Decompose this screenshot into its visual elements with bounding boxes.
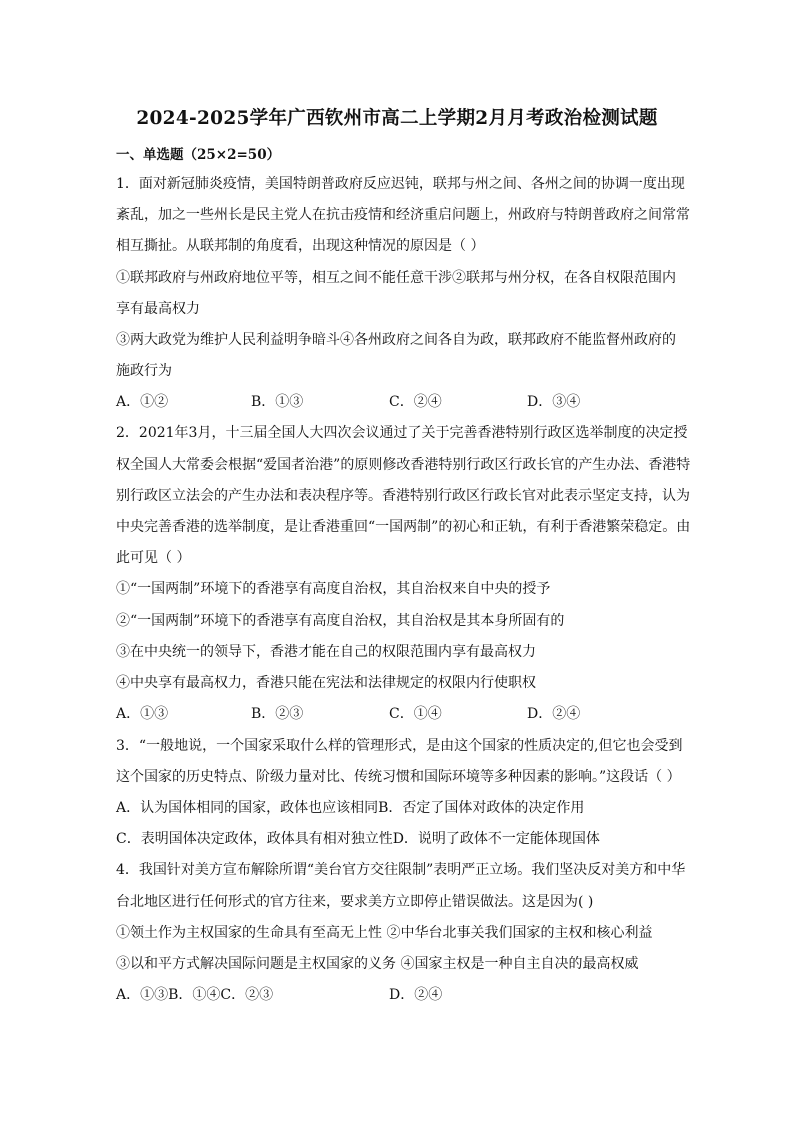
q1-line: 施政行为: [116, 363, 172, 379]
q4-option-d: D．②④: [389, 987, 443, 1003]
q1-line: ①联邦政府与州政府地位平等，相互之间不能任意干涉②联邦与州分权，在各自权限范围内: [116, 270, 676, 286]
page-title: 2024-2025学年广西钦州市高二上学期2月月考政治检测试题: [136, 108, 658, 129]
q1-option-c: C．②④: [389, 394, 442, 410]
q4-line: ③以和平方式解决国际问题是主权国家的义务 ④国家主权是一种自主自决的最高权威: [116, 956, 639, 972]
q2-line: 别行政区立法会的产生办法和表决程序等。香港特别行政区行政长官对此表示坚定支持，认为: [116, 488, 690, 504]
q2-line: ③在中央统一的领导下，香港才能在自己的权限范围内享有最高权力: [116, 644, 536, 660]
q3-line: 这个国家的历史特点、阶级力量对比、传统习惯和国际环境等多种因素的影响。”这段话（ ）: [116, 769, 681, 785]
q2-line: 2．2021年3月，十三届全国人大四次会议通过了关于完善香港特别行政区选举制度的决定授: [116, 425, 688, 441]
q2-line: ①“一国两制”环境下的香港享有高度自治权，其自治权来自中央的授予: [116, 581, 551, 597]
q1-option-b: B．①③: [251, 394, 304, 410]
q2-option-c: C．①④: [389, 706, 442, 722]
q2-option-b: B．②③: [251, 706, 304, 722]
q1-line: 1．面对新冠肺炎疫情，美国特朗普政府反应迟钝，联邦与州之间、各州之间的协调一度出现: [116, 176, 685, 192]
q3-line: 3．“一般地说，一个国家采取什么样的管理形式，是由这个国家的性质决定的,但它也会受到: [116, 738, 683, 754]
q2-line: 权全国人大常委会根据“爱国者治港”的原则修改香港特别行政区行政长官的产生办法、香港特: [116, 457, 691, 473]
q2-line: ②“一国两制”环境下的香港享有高度自治权，其自治权是其本身所固有的: [116, 613, 565, 629]
q2-option-a: A．①③: [116, 706, 169, 722]
q2-line: 此可见（ ）: [116, 550, 191, 566]
q1-line: ③两大政党为维护人民利益明争暗斗④各州政府之间各自为政，联邦政府不能监督州政府的: [116, 332, 676, 348]
section-heading: 一、单选题（25×2=50）: [116, 147, 281, 163]
q4-options-abc: A．①③B．①④C．②③: [116, 987, 274, 1003]
q2-line: ④中央享有最高权力，香港只能在宪法和法律规定的权限内行使职权: [116, 675, 536, 691]
q1-line: 享有最高权力: [116, 301, 200, 317]
q2-line: 中央完善香港的选举制度，是让香港重回“一国两制”的初心和正轨，有利于香港繁荣稳定。由: [116, 519, 691, 535]
q1-line: 相互撕扯。从联邦制的角度看，出现这种情况的原因是（ ）: [116, 238, 485, 254]
q4-line: ①领土作为主权国家的生命具有至高无上性 ②中华台北事关我们国家的主权和核心利益: [116, 925, 653, 941]
q3-option-line: A．认为国体相同的国家，政体也应该相同B．否定了国体对政体的决定作用: [116, 800, 585, 816]
q4-line: 4．我国针对美方宣布解除所谓“美台官方交往限制”表明严正立场。我们坚决反对美方和中华: [116, 862, 686, 878]
q1-option-a: A．①②: [116, 394, 169, 410]
q2-option-d: D．②④: [527, 706, 581, 722]
q4-line: 台北地区进行任何形式的官方往来，要求美方立即停止错误做法。这是因为( ): [116, 894, 594, 910]
q1-line: 紊乱，加之一些州长是民主党人在抗击疫情和经济重启问题上，州政府与特朗普政府之间常常: [116, 207, 690, 223]
q3-option-line: C．表明国体决定政体，政体具有相对独立性D．说明了政体不一定能体现国体: [116, 831, 600, 847]
q1-option-d: D．③④: [527, 394, 581, 410]
